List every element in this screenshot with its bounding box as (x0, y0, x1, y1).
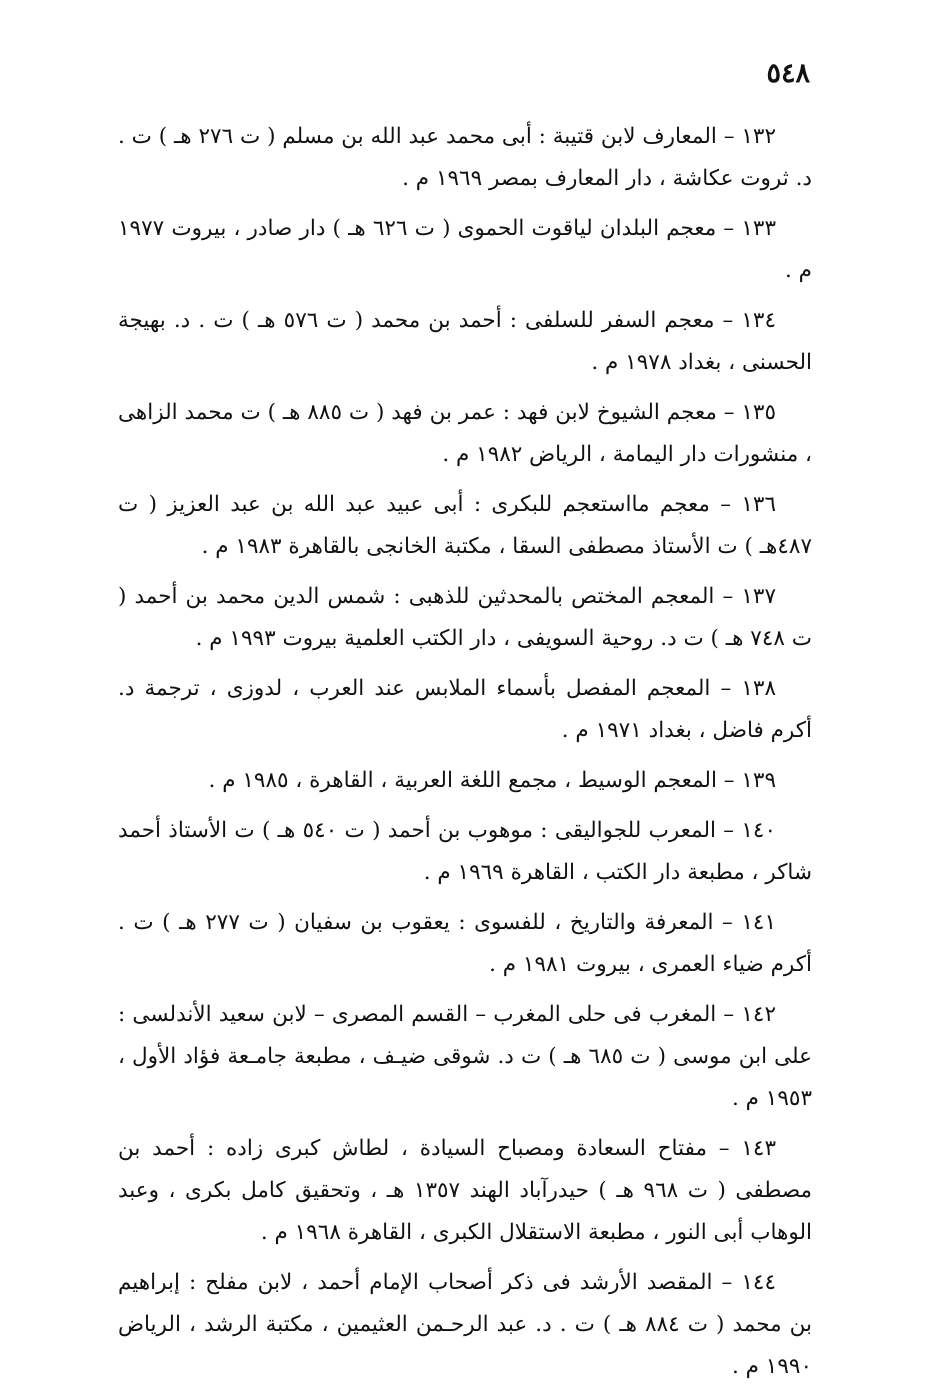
bibliography-entry: ١٣٤ – معجم السفر للسلفى : أحمد بن محمد ( ت ٥٧٦ هـ ) ت . د. بهيجة الحسنى ، بغداد ١٩٧٨ م . (118, 308, 812, 375)
page-number: ٥٤٨ (766, 58, 810, 89)
bibliography-list (118, 116, 812, 1396)
bibliography-entry: ١٣٥ – معجم الشيوخ لابن فهد : عمر بن فهد ( ت ٨٨٥ هـ ) ت محمد الزاهى ، منشورات دار اليمامة ، الرياض ١٩٨٢ م . (118, 400, 812, 467)
bibliography-entry: ١٤٣ – مفتاح السعادة ومصباح السيادة ، لطاش كبرى زاده : أحمد بن مصطفى ( ت ٩٦٨ هـ ) حيدرآباد الهند ١٣٥٧ هـ ، وتحقيق كامل بكرى ، وعبد الوهاب أبى النور ، مطبعة الاستقلال الكبرى ، القاهرة ١٩٦٨ م . (118, 1136, 812, 1245)
bibliography-entry: ١٣٨ – المعجم المفصل بأسماء الملابس عند العرب ، لدوزى ، ترجمة د. أكرم فاضل ، بغداد ١٩٧١ م . (118, 676, 812, 743)
bibliography-entry: ١٣٧ – المعجم المختص بالمحدثين للذهبى : شمس الدين محمد بن أحمد ( ت ٧٤٨ هـ ) ت د. روحية السويفى ، دار الكتب العلمية بيروت ١٩٩٣ م . (118, 584, 812, 651)
bibliography-entry: ١٤٤ – المقصد الأرشد فى ذكر أصحاب الإمام أحمد ، لابن مفلح : إبراهيم بن محمد ( ت ٨٨٤ هـ ) ت . د. عبد الرحـمن العثيمين ، مكتبة الرشد ، الرياض ١٩٩٠ م . (118, 1270, 812, 1379)
bibliography-entry: ١٤٠ – المعرب للجواليقى : موهوب بن أحمد ( ت ٥٤٠ هـ ) ت الأستاذ أحمد شاكر ، مطبعة دار الكتب ، القاهرة ١٩٦٩ م . (118, 818, 812, 885)
bibliography-entry: ١٤٢ – المغرب فى حلى المغرب – القسم المصرى – لابن سعيد الأندلسى : على ابن موسى ( ت ٦٨٥ هـ ) ت د. شوقى ضيـف ، مطبعة جامـعة فؤاد الأول ، ١٩٥٣ م . (118, 1002, 812, 1111)
bibliography-entry: ١٣٣ – معجم البلدان لياقوت الحموى ( ت ٦٢٦ هـ ) دار صادر ، بيروت ١٩٧٧ م . (118, 216, 812, 283)
bibliography-entry: ١٣٢ – المعارف لابن قتيبة : أبى محمد عبد الله بن مسلم ( ت ٢٧٦ هـ ) ت . د. ثروت عكاشة ، دار المعارف بمصر ١٩٦٩ م . (118, 124, 812, 191)
bibliography-entry: ١٤١ – المعرفة والتاريخ ، للفسوى : يعقوب بن سفيان ( ت ٢٧٧ هـ ) ت . أكرم ضياء العمرى ، بيروت ١٩٨١ م . (118, 910, 812, 977)
bibliography-entry: ١٣٦ – معجم مااستعجم للبكرى : أبى عبيد عبد الله بن عبد العزيز ( ت ٤٨٧هـ ) ت الأستاذ مصطفى السقا ، مكتبة الخانجى بالقاهرة ١٩٨٣ م . (118, 492, 812, 559)
bibliography-entry: ١٣٩ – المعجم الوسيط ، مجمع اللغة العربية ، القاهرة ، ١٩٨٥ م . (208, 768, 776, 793)
